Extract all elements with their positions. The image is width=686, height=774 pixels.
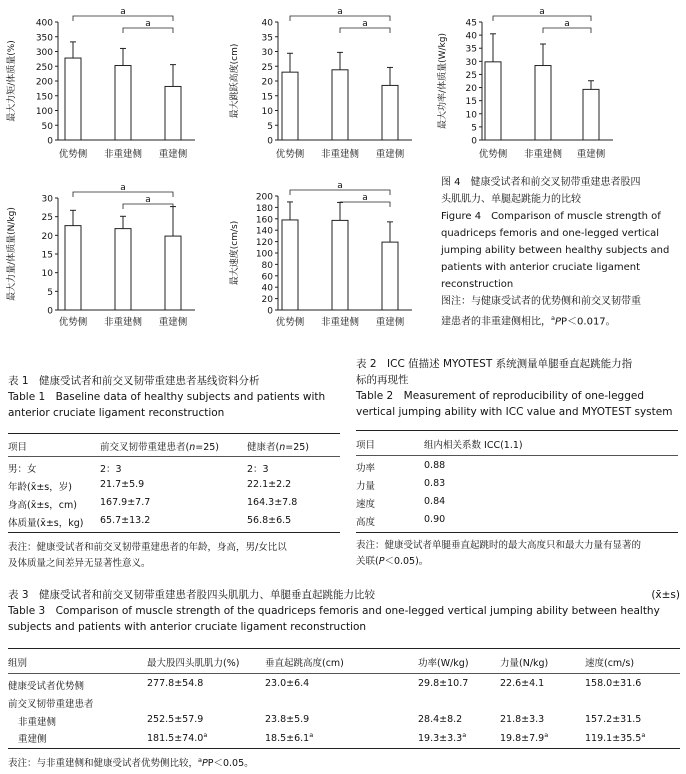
y-tick-label: 25 [41,213,53,224]
table2-title-en: Table 2 Measurement of reproducibility of one-legged [356,390,644,402]
y-tick-label: 0 [47,306,53,317]
table2-note-line: 表注：健康受试者单腿垂直起跳时的最大高度只和最大力量有显著的 [356,540,642,551]
significance-label: a [120,7,126,17]
table3-cell: 28.4±8.2 [418,714,463,725]
y-tick-label: 5 [267,121,273,132]
table2-cell: 力量 [356,481,376,492]
significance-label: a [145,19,151,29]
table1-note-line: 表注：健康受试者和前交叉韧带重建患者的年龄，身高，男/女比以 [8,542,287,553]
table2-cell: 0.83 [424,478,446,489]
table3-title-en: subjects and patients with anterior cruciate ligament reconstruction [8,621,367,633]
table3-cell: 157.2±31.5 [585,714,642,725]
category-label: 优势侧 [478,149,508,160]
table3-cell: 18.5±6.1$^a$ [265,731,314,745]
table1-cell: 年龄(x̄±s，岁) [8,482,72,493]
bar-chart-force [0,170,225,330]
bar-chart-jump-height [225,0,435,175]
table3-cell: 158.0±31.6 [585,678,642,689]
table2-note-line: 关联(P＜0.05)。 [356,556,429,567]
table2-cell: 功率 [356,463,376,474]
table1-cell: 164.3±7.8 [247,497,298,508]
table3-title-cn: 表 3 健康受试者和前交叉韧带重建患者股四头肌肌力、单腿垂直起跳能力比较 [8,589,376,601]
category-label: 非重建侧 [103,149,143,160]
y-tick-label: 0 [267,306,273,317]
table3-header: 速度(cm/s) [585,658,635,669]
significance-label: a [362,19,368,29]
y-tick-label: 200 [35,77,53,88]
y-tick-label: 40 [261,18,273,29]
y-tick-label: 100 [35,107,53,117]
table3-cell: 181.5±74.0$^a$ [147,731,208,745]
table1-title [8,373,348,421]
table2-cell: 高度 [356,517,376,528]
y-tick-label: 250 [35,62,53,73]
y-tick-label: 35 [261,33,273,44]
table3-cell: 21.8±3.3 [500,714,545,725]
category-label: 重建侧 [375,317,405,328]
y-tick-label: 10 [41,269,53,280]
table1-cell: 男：女 [8,464,37,475]
y-tick-label: 80 [261,260,273,271]
category-label: 重建侧 [576,149,606,160]
y-tick-label: 5 [47,287,53,298]
table3-cell: 119.1±35.5$^a$ [585,731,646,745]
y-tick-label: 20 [261,77,273,88]
significance-label: a [337,181,343,191]
y-tick-label: 100 [255,249,273,260]
table3-cell: 23.0±6.4 [265,678,310,689]
y-tick-label: 0 [47,136,53,147]
table1-cell: 22.1±2.2 [247,479,292,490]
y-tick-label: 25 [465,70,477,81]
y-tick-label: 10 [465,110,477,121]
significance-label: a [564,19,570,29]
table1-title-cn: 表 1 健康受试者和前交叉韧带重建患者基线资料分析 [8,375,260,387]
table1-header: 前交叉韧带重建患者(n=25) [100,442,220,453]
table3-cell: 19.3±3.3$^a$ [418,731,467,745]
table3-cell: 健康受试者优势侧 [8,681,85,692]
table3-note: 表注：与非重建侧和健康受试者优势侧比较，$^a$PP＜0.05。 [8,756,254,770]
table1-title-en: anterior cruciate ligament reconstruction [8,407,225,419]
category-label: 重建侧 [158,317,188,328]
table2-header: 项目 [356,440,376,451]
bar [282,72,298,140]
table1-cell: 65.7±13.2 [100,515,151,526]
table1-cell: 21.7±5.9 [100,479,145,490]
y-tick-label: 0 [267,136,273,147]
y-axis-label: 最大跳跃高度(cm) [230,43,240,119]
table2-note [356,538,681,570]
table1-cell: 身高(x̄±s，cm) [8,500,77,511]
table3-cell: 252.5±57.9 [147,714,204,725]
y-tick-label: 30 [261,48,273,58]
bar [165,236,181,310]
table2-title-cn: 表 2 ICC 值描述 MYOTEST 系统测量单腿垂直起跳能力指 [356,358,633,370]
table2-header-rule [356,455,678,456]
table2-header: 组内相关系数 ICC(1.1) [424,440,523,451]
bar [332,70,348,140]
table3-group-label: 前交叉韧带重建患者 [8,699,94,710]
table3-cell: 277.8±54.8 [147,678,204,689]
table3-top-rule [8,648,680,649]
figure-caption [441,174,681,330]
y-tick-label: 45 [465,18,477,29]
table2-cell: 0.90 [424,514,446,525]
bar-chart-velocity [225,170,435,330]
table1-title-en: Table 1 Baseline data of healthy subjects and patients with [8,391,326,403]
y-tick-label: 40 [261,283,273,294]
category-label: 优势侧 [275,317,305,328]
significance-label: a [539,7,545,17]
bar [382,242,398,310]
table3-title-en: Table 3 Comparison of muscle strength of the quadriceps femoris and one-legged vertical jumping ability between healthy [8,605,660,617]
figure-note-line: 图注：与健康受试者的优势侧和前交叉韧带重 [441,296,641,307]
table1-bottom-rule [8,532,340,533]
y-tick-label: 30 [465,57,477,68]
bar [165,86,181,140]
category-label: 非重建侧 [523,149,563,160]
category-label: 非重建侧 [320,317,360,328]
table3-title-row [8,587,680,603]
caption-en-line: reconstruction [441,279,514,290]
caption-en-line: Figure 4 Comparison of muscle strength of [441,211,661,222]
table1-top-rule [8,433,340,434]
bar [282,220,298,310]
table3-header: 组别 [8,658,28,669]
caption-cn-line: 头肌肌力、单腿起跳能力的比较 [441,194,581,205]
y-tick-label: 15 [41,250,53,261]
y-axis-label: 最大功率/体质量(W/kg) [438,33,448,129]
y-tick-label: 20 [465,84,477,95]
y-tick-label: 50 [41,121,53,132]
table1-header-rule [8,456,340,457]
y-tick-label: 200 [255,192,273,203]
y-tick-label: 180 [255,203,273,214]
y-axis-label: 最大力量/体质量(N/kg) [7,207,17,301]
bar [115,66,131,140]
bar-chart-power [435,0,635,175]
table3-cell: 19.8±7.9$^a$ [500,731,549,745]
table3-header-rule [8,673,680,674]
table2-title [356,356,681,420]
y-tick-label: 20 [261,295,273,306]
bar-chart-max-torque [0,0,225,175]
table1-cell: 2：3 [247,464,269,475]
category-label: 非重建侧 [320,149,360,160]
y-tick-label: 5 [471,123,477,134]
category-label: 优势侧 [58,317,88,328]
table2-top-rule [356,430,678,431]
y-tick-label: 140 [255,226,273,237]
table1-header: 项目 [8,442,28,453]
y-tick-label: 300 [35,48,53,58]
table2-cell: 0.84 [424,496,446,507]
bar [65,58,81,140]
table1-header: 健康者(n=25) [247,442,310,453]
table1-cell: 56.8±6.5 [247,515,292,526]
table3-bottom-rule [8,748,680,749]
bar [332,220,348,310]
bar [65,226,81,310]
bar [382,85,398,140]
table2-cell: 速度 [356,499,376,510]
y-tick-label: 25 [261,62,273,73]
table1-cell: 2：3 [100,464,122,475]
category-label: 重建侧 [158,149,188,160]
y-tick-label: 20 [41,231,53,242]
y-tick-label: 15 [465,97,477,108]
caption-en-line: jumping ability between healthy subjects and [441,245,670,256]
y-tick-label: 15 [261,92,273,103]
bar [485,62,501,140]
bar [535,66,551,140]
y-tick-label: 400 [35,18,53,29]
y-axis-label: 最大力矩/体质量(%) [7,40,17,122]
y-tick-label: 160 [255,215,273,226]
table2-bottom-rule [356,532,678,533]
caption-cn-line: 图 4 健康受试者和前交叉韧带重建患者股四 [441,177,641,188]
table3-header: 力量(N/kg) [500,658,549,669]
table1-note [8,540,348,572]
y-tick-label: 150 [35,92,53,103]
y-axis-label: 最大速度(cm/s) [230,220,240,286]
table2-cell: 0.88 [424,460,446,471]
category-label: 优势侧 [275,149,305,160]
bar [583,89,599,140]
significance-label: a [337,7,343,17]
significance-label: a [120,183,126,193]
y-tick-label: 120 [255,238,273,249]
y-tick-label: 60 [261,272,273,283]
y-tick-label: 40 [465,31,477,42]
significance-label: a [145,195,151,205]
table1-cell: 体质量(x̄±s，kg) [8,518,84,529]
table1-note-line: 及体质量之间差异无显著性意义。 [8,558,151,569]
table3-cell: 22.6±4.1 [500,678,545,689]
figure-note-line: 建患者的非重建侧相比，$^a$PP＜0.017。 [441,314,616,328]
caption-en-line: quadriceps femoris and one-legged vertical [441,228,660,239]
y-tick-label: 30 [41,194,53,205]
table3-cell: 重建侧 [18,734,47,745]
category-label: 重建侧 [375,149,405,160]
y-tick-label: 35 [465,44,477,55]
table3-header: 功率(W/kg) [418,658,469,669]
significance-label: a [362,193,368,203]
y-tick-label: 10 [261,107,273,117]
table3-unit: (x̄±s) [651,589,680,601]
bar [115,229,131,310]
table2-title-cn: 标的再现性 [356,374,409,386]
table3-header: 垂直起跳高度(cm) [265,658,344,669]
table3-cell: 23.8±5.9 [265,714,310,725]
table3-cell: 非重建侧 [18,717,57,728]
y-tick-label: 350 [35,33,53,44]
category-label: 非重建侧 [103,317,143,328]
caption-en-line: patients with anterior cruciate ligament [441,262,640,273]
table3-header: 最大股四头肌肌力(%) [147,658,240,669]
table3-title [8,587,680,635]
table3-cell: 29.8±10.7 [418,678,469,689]
category-label: 优势侧 [58,149,88,160]
y-tick-label: 0 [471,136,477,147]
table1-cell: 167.9±7.7 [100,497,151,508]
table2-title-en: vertical jumping ability with ICC value and MYOTEST system [356,406,673,418]
